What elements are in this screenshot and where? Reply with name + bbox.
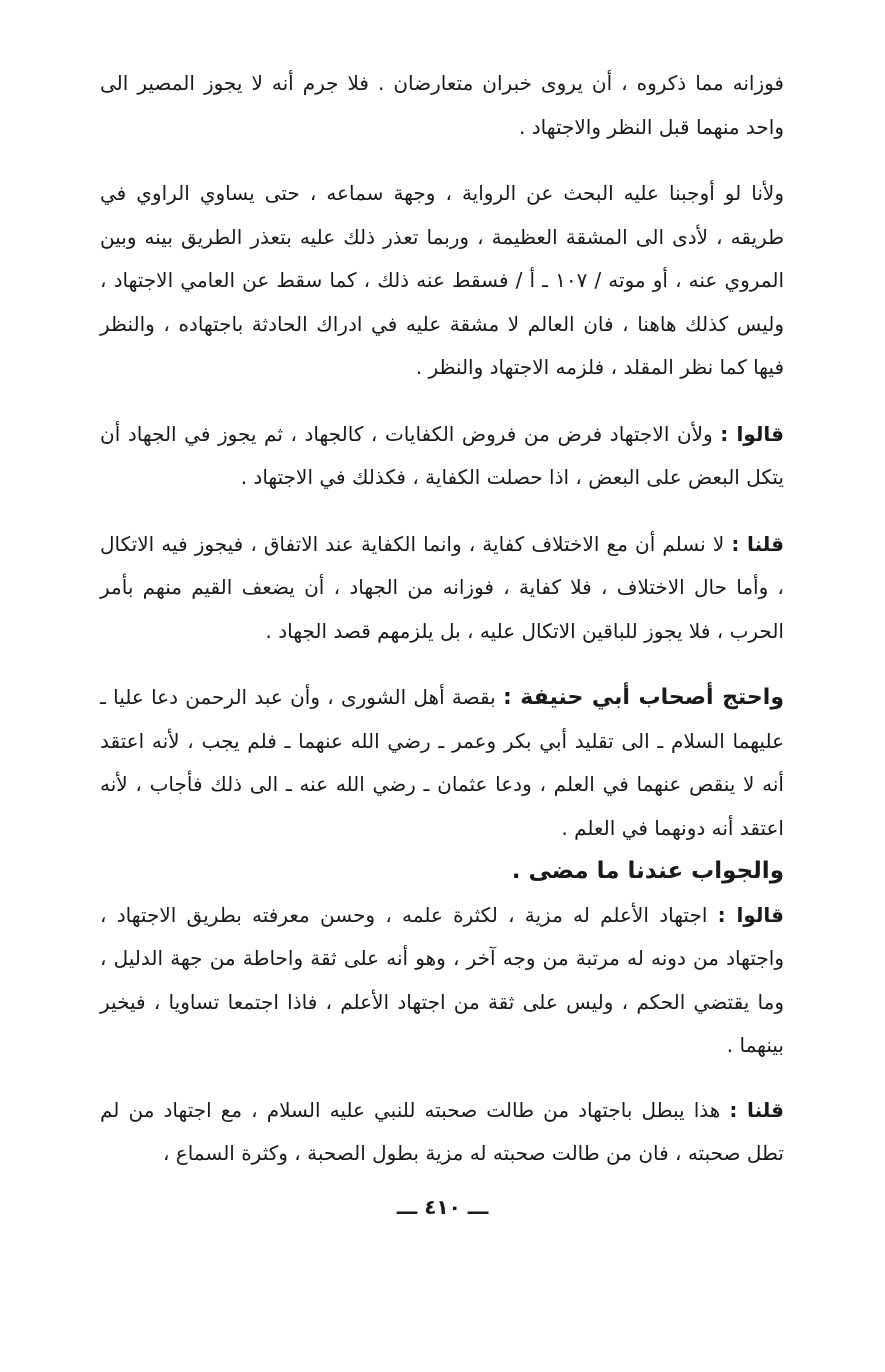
paragraph-7-lead: قالوا : xyxy=(717,902,784,927)
paragraph-2 xyxy=(100,172,784,390)
document-page xyxy=(100,62,784,1176)
paragraph-5 xyxy=(100,676,784,850)
paragraph-2-text: ولأنا لو أوجبنا عليه البحث عن الرواية ، وجهة سماعه ، حتى يساوي الراوي في طريقه ، لأدى الى المشقة العظيمة ، وربما تعذر ذلك عليه بتعذر الطريق بينه وبين المروي عنه ، أو موته / ١٠٧ ـ أ / فسقط عنه ذلك ، كما سقط عن العامي الاجتهاد ، وليس كذلك هاهنا ، فان العالم لا مشقة عليه في ادراك الحادثة باجتهاده ، والنظر فيها كما نظر المقلد ، فلزمه الاجتهاد والنظر . xyxy=(100,181,785,379)
paragraph-4-lead: قلنا : xyxy=(731,531,784,556)
paragraph-4 xyxy=(100,523,784,654)
paragraph-8-lead: قلنا : xyxy=(729,1097,784,1122)
paragraph-7 xyxy=(100,894,784,1068)
paragraph-3-text: ولأن الاجتهاد فرض من فروض الكفايات ، كالجهاد ، ثم يجوز في الجهاد أن يتكل البعض على البعض ، اذا حصلت الكفاية ، فكذلك في الاجتهاد . xyxy=(100,421,784,489)
paragraph-1 xyxy=(100,62,784,149)
page-number: ـــ ٤١٠ ـــ xyxy=(396,1195,489,1219)
paragraph-8-text: هذا يبطل باجتهاد من طالت صحبته للنبي عليه السلام ، مع اجتهاد من لم تطل صحبته ، فان من طالت صحبته له مزية بطول الصحبة ، وكثرة السماع ، xyxy=(100,1097,784,1165)
paragraph-3-lead: قالوا : xyxy=(720,421,784,446)
section-heading-answer: والجواب عندنا ما مضى . xyxy=(511,858,784,884)
paragraph-4-text: لا نسلم أن مع الاختلاف كفاية ، وانما الكفاية عند الاتفاق ، فيجوز فيه الاتكال ، وأما حال الاختلاف ، فلا كفاية ، فوزانه من الجهاد ، أن يضعف القيم منهم بأمر الحرب ، فلا يجوز للباقين الاتكال عليه ، بل يلزمهم قصد الجهاد . xyxy=(100,531,784,643)
paragraph-5-text: بقصة أهل الشورى ، وأن عبد الرحمن دعا عليا ـ عليهما السلام ـ الى تقليد أبي بكر وعمر ـ رضي الله عنهما ـ فلم يجب ، لأنه اعتقد أنه لا ينقص عنهما في العلم ، ودعا عثمان ـ رضي الله عنه ـ الى ذلك فأجاب ، لأنه اعتقد أنه دونهما في العلم . xyxy=(100,685,784,840)
paragraph-8 xyxy=(100,1089,784,1176)
paragraph-1-text: فوزانه مما ذكروه ، أن يروى خبران متعارضان . فلا جرم أنه لا يجوز المصير الى واحد منهما قبل النظر والاجتهاد . xyxy=(100,71,784,139)
paragraph-3 xyxy=(100,413,784,500)
paragraph-7-text: اجتهاد الأعلم له مزية ، لكثرة علمه ، وحسن معرفته بطريق الاجتهاد ، واجتهاد من دونه له مرتبة من وجه آخر ، وهو أنه على ثقة واحاطة من جهة الدليل ، وما يقتضي الحكم ، وليس على ثقة من اجتهاد الأعلم ، فاذا اجتمعا تساويا ، فيخير بينهما . xyxy=(100,902,784,1057)
paragraph-5-lead: واحتج أصحاب أبي حنيفة : xyxy=(502,685,784,710)
